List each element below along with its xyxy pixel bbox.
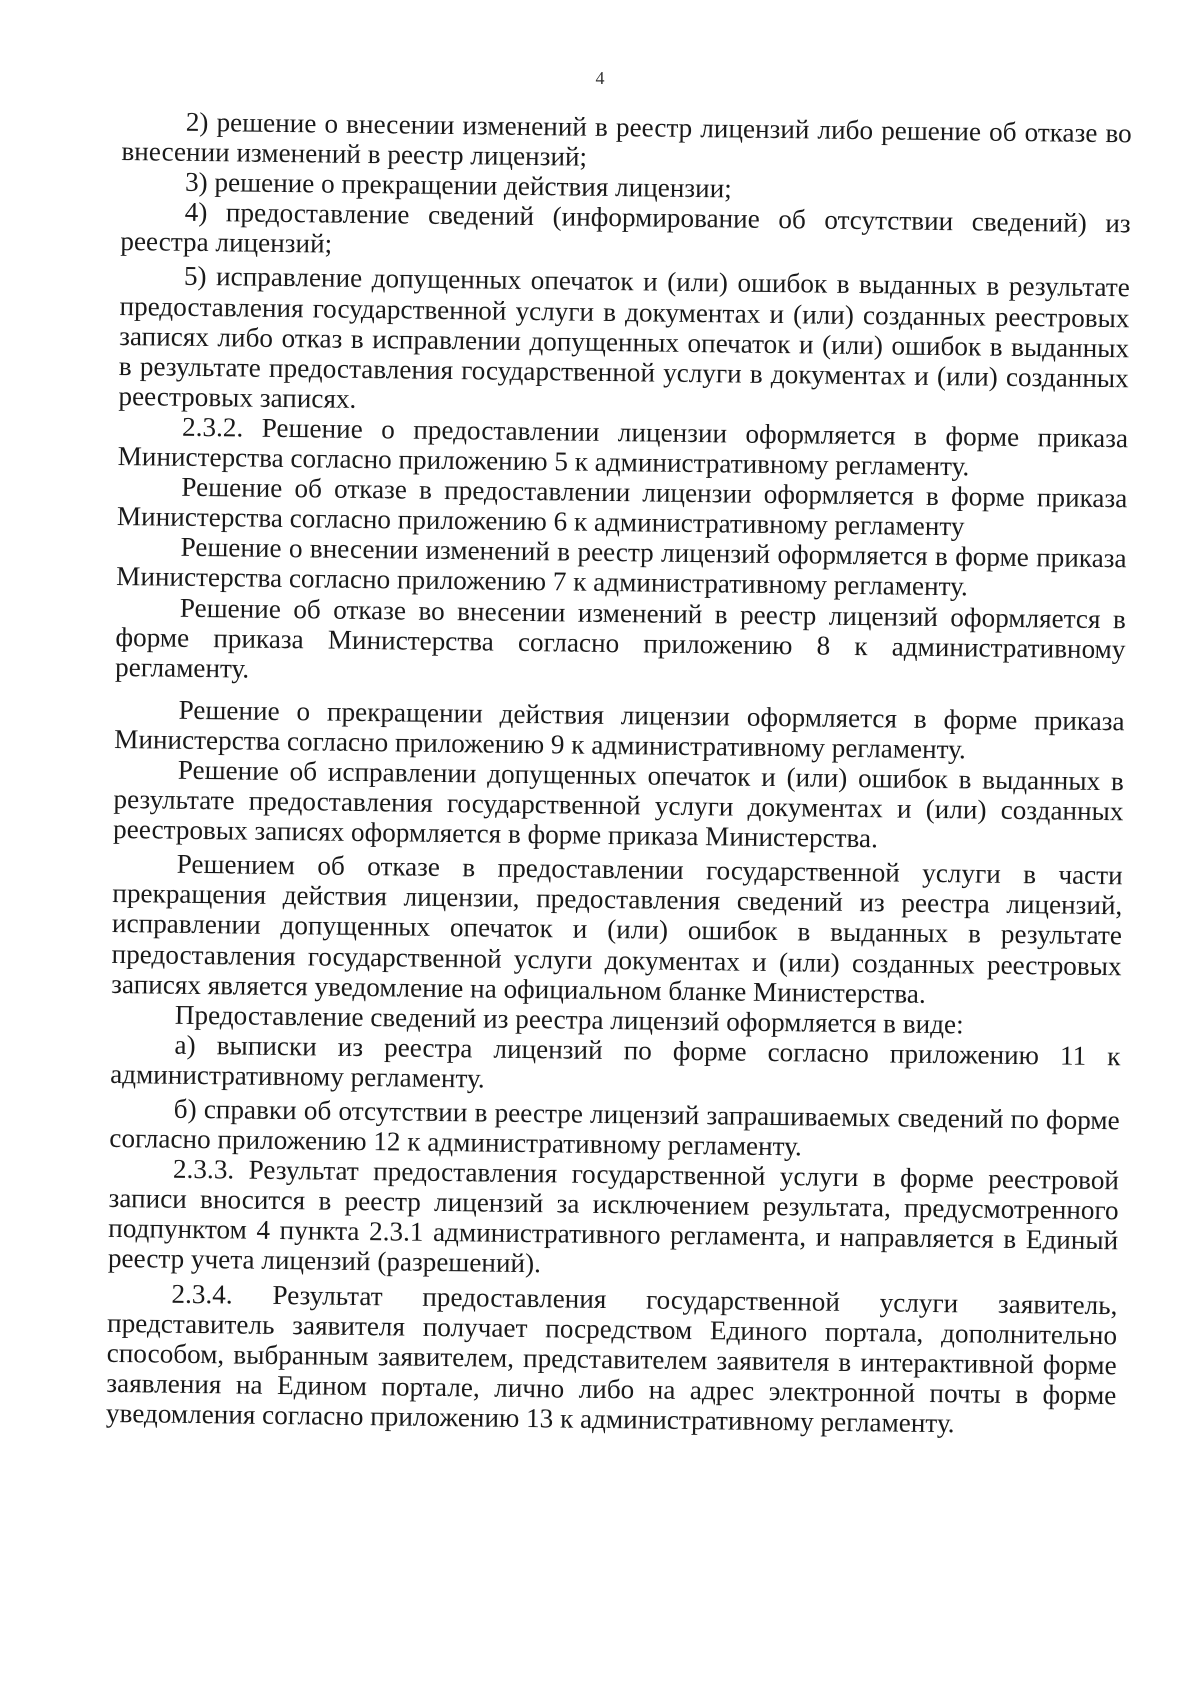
page-number: 4 [595,68,605,88]
paragraph-2-3-2: 2.3.2. Решение о предоставлении лицензии оформляется в форме приказа Министерства согласно приложению 5 к административному регламенту. [117,411,1129,482]
document-body [106,106,1132,1440]
paragraph-2-3-3: 2.3.3. Результат предоставления государственной услуги в форме реестровой записи вносится в реестр лицензий за исключением результата, предусмотренного подпунктом 4 пункта 2.3.1 административного регламента, и направляется в Единый реестр учета лицензий (разрешений). [107,1153,1120,1279]
paragraph-termination-order: Решение о прекращении действия лицензии оформляется в форме приказа Министерства согласно приложению 9 к административному регламенту. [114,694,1125,765]
paragraph-2-3-4: 2.3.4. Результат предоставления государственной услуги заявитель, представитель заявителя получает посредством Единого портала, дополнительно способом, выбранным заявителем, представителем заявителя в интерактивной форме заявления на Едином портале, лично либо на адрес электронной почты в форме уведомления согласно приложению 13 к административному регламенту. [105,1278,1118,1439]
paragraph-refusal-notice: Решением об отказе в предоставлении государственной услуги в части прекращения действия лицензии, предоставления сведений из реестра лицензий, исправлении допущенных опечаток и (или) ошибок в выданных в результате предоставления государственной услуги документах и (или) созданных реестровых записях является уведомление на официальном бланке Министерства. [111,848,1123,1009]
paragraph-correction-order: Решение об исправлении допущенных опечаток и (или) ошибок в выданных в результате предоставления государственной услуги документах и (или) созданных реестровых записях оформляется в форме приказа Министерства. [112,754,1125,854]
paragraph-decision-termination: 3) решение о прекращении действия лицензии; [184,166,732,204]
paragraph-certificate: б) справки об отсутствии в реестре лицензий запрашиваемых сведений по форме согласно приложению 12 к административному регламенту. [109,1093,1120,1162]
paragraph-changes-registry: Решение о внесении изменений в реестр лицензий оформляется в форме приказа Министерства согласно приложению 7 к административному регламенту. [116,532,1127,602]
paragraph-correction: 5) исправление допущенных опечаток и (или) ошибок в выданных в результате предоставления государственной услуги в документах и (или) созданных реестровых записях либо отказ в исправлении допущенных опечаток и (или) ошибок в выданных в результате предоставления государственной услуги в документах и (или) созданных реестровых записях. [118,261,1131,414]
paragraph-refusal-changes: Решение об отказе во внесении изменений в реестр лицензий оформляется в форме приказа Министерства согласно приложению 8 к административному регламенту. [114,592,1126,684]
paragraph-refusal-license: Решение об отказе в предоставлении лицензии оформляется в форме приказа Министерства согласно приложению 6 к административному регламенту [116,471,1128,542]
paragraph-registry-info-form: Предоставление сведений из реестра лицензий оформляется в виде: [174,999,964,1040]
paragraph-extract: а) выписки из реестра лицензий по форме согласно приложению 11 к административному регламенту. [109,1029,1121,1094]
paragraph-decision-changes: 2) решение о внесении изменений в реестр лицензий либо решение об отказе во внесении изменений в реестр лицензий; [121,106,1132,172]
paragraph-provision-info: 4) предоставление сведений (информирование об отсутствии сведений) из реестра лицензий; [120,197,1131,259]
